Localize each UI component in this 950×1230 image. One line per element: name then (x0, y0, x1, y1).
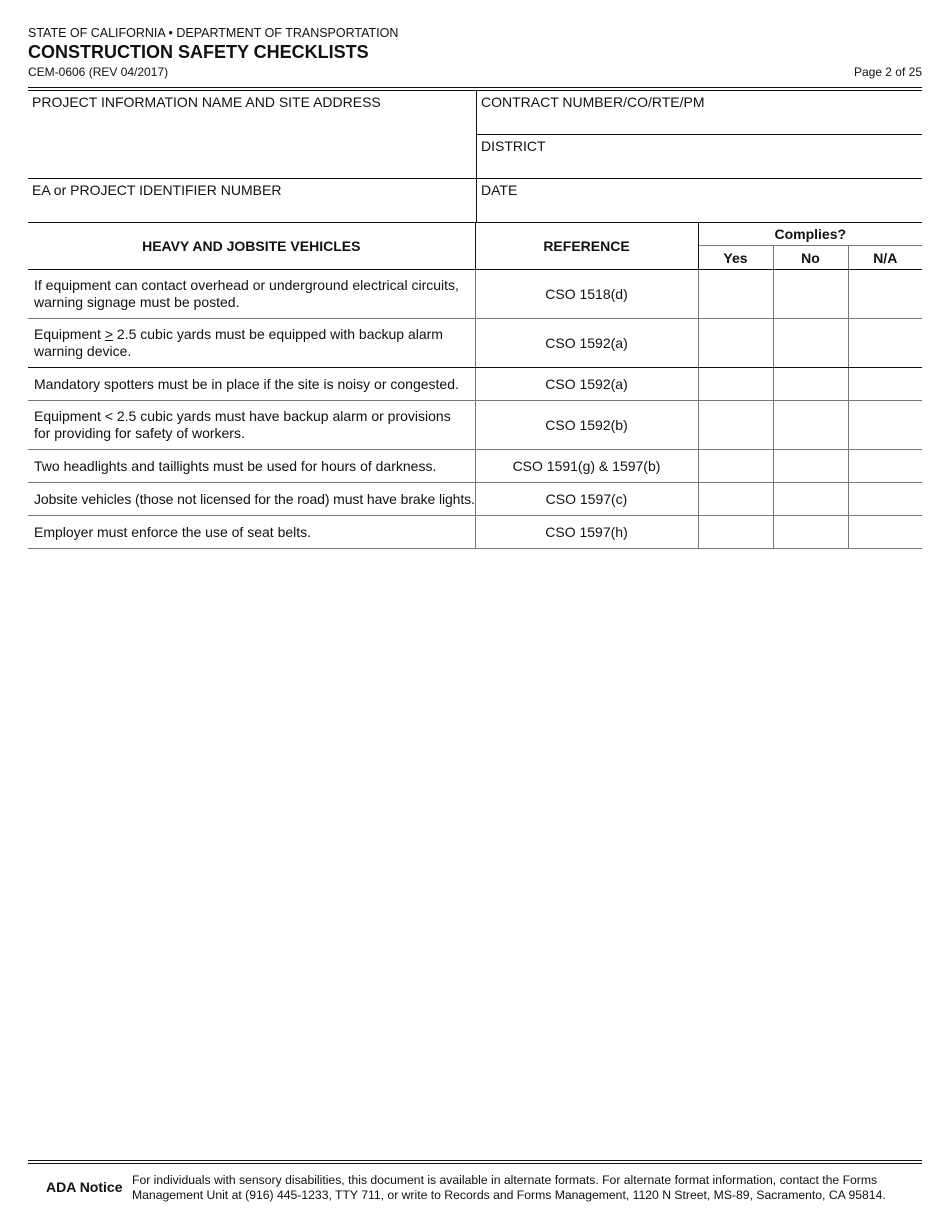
row-reference: CSO 1518(d) (475, 270, 698, 319)
date-label: DATE (481, 182, 518, 198)
na-cell[interactable] (848, 401, 922, 450)
na-cell[interactable] (848, 319, 922, 368)
form-header (28, 26, 922, 79)
row-reference: CSO 1597(c) (475, 483, 698, 516)
row-reference: CSO 1592(b) (475, 401, 698, 450)
row-description: Mandatory spotters must be in place if the site is noisy or congested. (28, 368, 475, 401)
project-info-field[interactable] (28, 91, 477, 135)
project-info-label: PROJECT INFORMATION NAME AND SITE ADDRESS (32, 94, 381, 110)
row-reference: CSO 1592(a) (475, 319, 698, 368)
no-cell[interactable] (773, 401, 848, 450)
contract-number-label: CONTRACT NUMBER/CO/RTE/PM (481, 94, 705, 110)
na-header: N/A (848, 246, 922, 270)
ada-notice-label: ADA Notice (46, 1179, 123, 1195)
row-description: Equipment > 2.5 cubic yards must be equipped with backup alarm warning device. (28, 319, 475, 368)
row-description: Two headlights and taillights must be used for hours of darkness. (28, 450, 475, 483)
district-field[interactable] (477, 135, 923, 179)
table-row (28, 483, 922, 516)
no-cell[interactable] (773, 483, 848, 516)
checklist-table (28, 223, 922, 549)
no-cell[interactable] (773, 270, 848, 319)
no-cell[interactable] (773, 516, 848, 549)
table-row (28, 401, 922, 450)
section-title-header: HEAVY AND JOBSITE VEHICLES (28, 223, 475, 270)
table-row (28, 319, 922, 368)
complies-header: Complies? (698, 223, 922, 246)
yes-cell[interactable] (698, 516, 773, 549)
no-cell[interactable] (773, 368, 848, 401)
reference-header: REFERENCE (475, 223, 698, 270)
district-label: DISTRICT (481, 138, 546, 154)
ea-identifier-field[interactable] (28, 179, 477, 223)
yes-cell[interactable] (698, 319, 773, 368)
table-row (28, 450, 922, 483)
na-cell[interactable] (848, 450, 922, 483)
row-reference: CSO 1592(a) (475, 368, 698, 401)
na-cell[interactable] (848, 516, 922, 549)
agency-line: STATE OF CALIFORNIA • DEPARTMENT OF TRANSPORTATION (28, 26, 399, 40)
yes-cell[interactable] (698, 270, 773, 319)
no-cell[interactable] (773, 319, 848, 368)
row-description: If equipment can contact overhead or underground electrical circuits, warning signage must be posted. (28, 270, 475, 319)
form-number: CEM-0606 (REV 04/2017) (28, 65, 169, 79)
date-field[interactable] (477, 179, 923, 223)
no-cell[interactable] (773, 450, 848, 483)
yes-header: Yes (698, 246, 773, 270)
form-title: CONSTRUCTION SAFETY CHECKLISTS (28, 42, 369, 62)
project-info-block (28, 91, 922, 223)
table-row (28, 516, 922, 549)
na-cell[interactable] (848, 270, 922, 319)
row-reference: CSO 1591(g) & 1597(b) (475, 450, 698, 483)
na-cell[interactable] (848, 483, 922, 516)
no-header: No (773, 246, 848, 270)
form-number-row (28, 65, 922, 79)
yes-cell[interactable] (698, 483, 773, 516)
ea-identifier-label: EA or PROJECT IDENTIFIER NUMBER (32, 182, 282, 198)
yes-cell[interactable] (698, 401, 773, 450)
table-row (28, 270, 922, 319)
contract-number-field[interactable] (477, 91, 923, 135)
row-reference: CSO 1597(h) (475, 516, 698, 549)
row-description: Equipment < 2.5 cubic yards must have backup alarm or provisions for providing for safety of workers. (28, 401, 475, 450)
row-description: Employer must enforce the use of seat belts. (28, 516, 475, 549)
project-info-field-cont[interactable] (28, 135, 477, 179)
table-row (28, 368, 922, 401)
na-cell[interactable] (848, 368, 922, 401)
ada-footer (28, 1160, 922, 1203)
ada-notice-text: For individuals with sensory disabilities, this document is available in alternate formats. For alternate format information, contact the Forms Management Unit at (916) 445-1233, TTY 711, or write to Records and Forms Management, 1120 N Street, MS-89, Sacramento, CA 95814. (132, 1173, 886, 1202)
page-number: Page 2 of 25 (853, 65, 922, 79)
yes-cell[interactable] (698, 450, 773, 483)
greater-equal-symbol: > (104, 326, 114, 342)
row-description: Jobsite vehicles (those not licensed for the road) must have brake lights. (28, 483, 475, 516)
yes-cell[interactable] (698, 368, 773, 401)
